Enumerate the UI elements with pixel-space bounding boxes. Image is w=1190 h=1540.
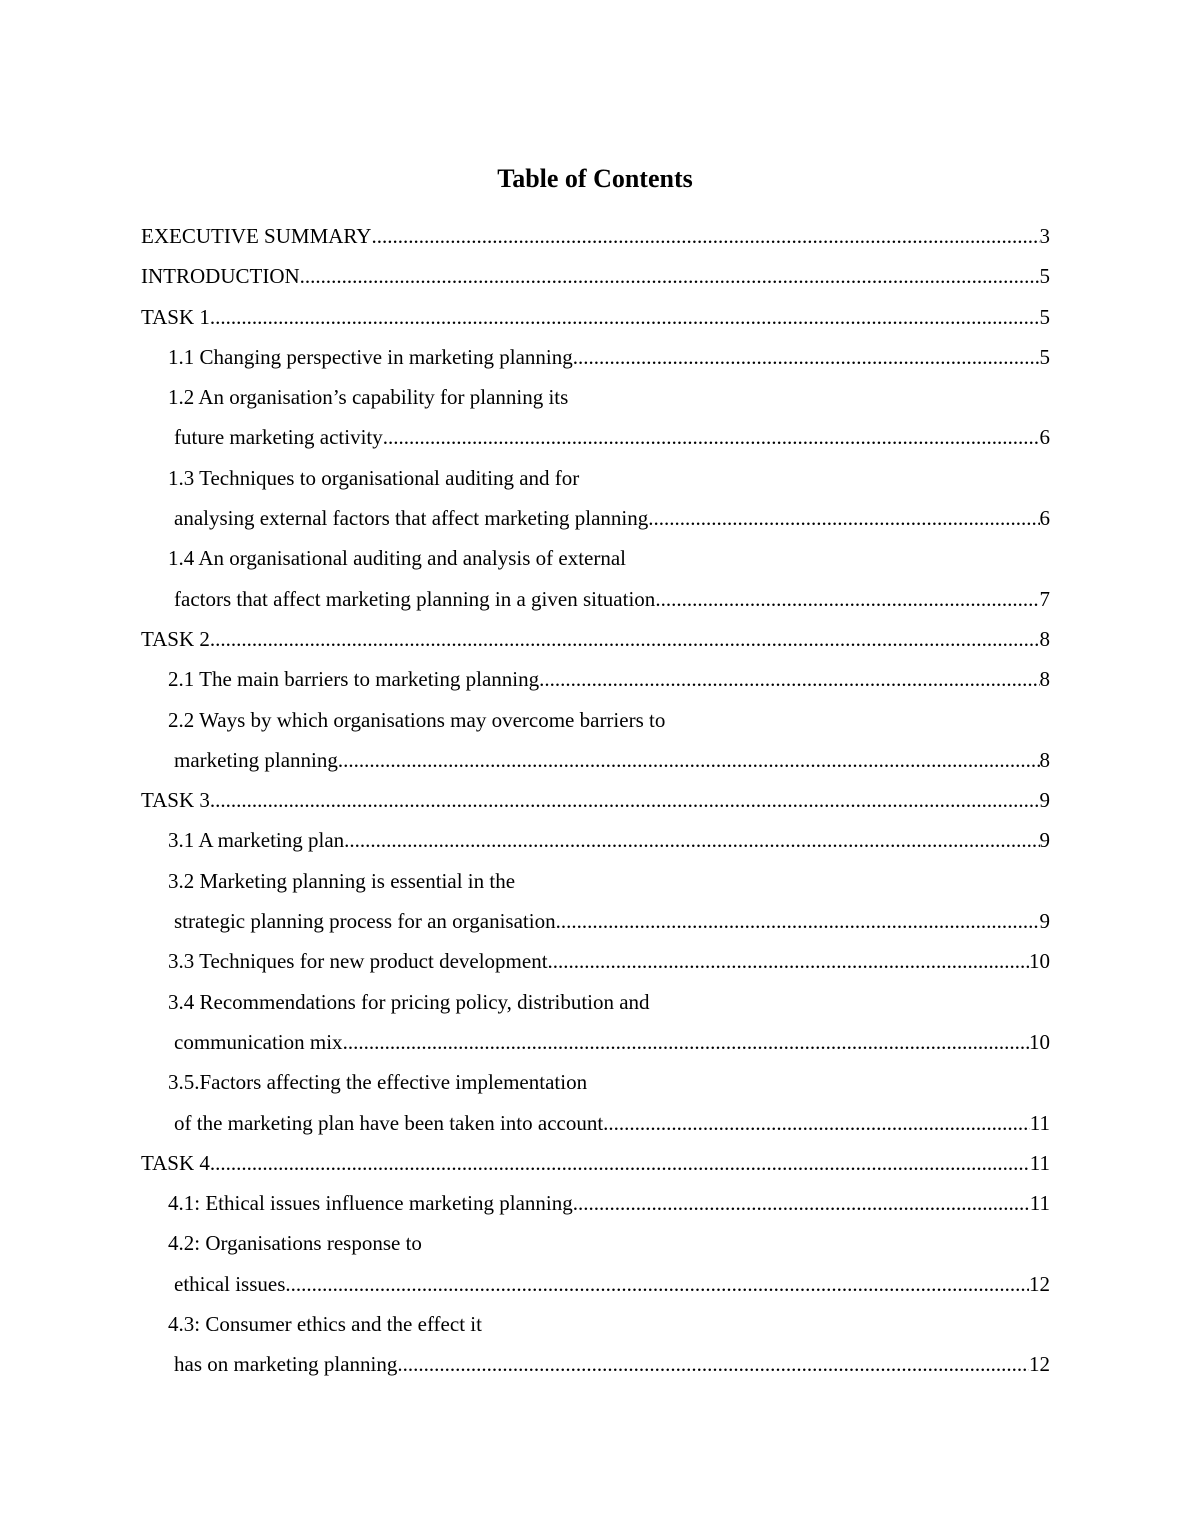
- toc-entry[interactable]: [141, 458, 1050, 498]
- toc-page-number: 12: [1029, 1271, 1050, 1296]
- toc-entry-text: TASK 2: [141, 626, 210, 651]
- toc-leader-dots: [556, 901, 1040, 941]
- toc-entry-text: 2.1 The main barriers to marketing planning: [168, 667, 540, 692]
- toc-leader-dots: [338, 740, 1040, 780]
- toc-page-number: 9: [1039, 909, 1050, 934]
- toc-entry[interactable]: [141, 982, 1050, 1022]
- toc-entry-text: 4.1: Ethical issues influence marketing planning: [168, 1191, 573, 1216]
- table-of-contents: [141, 216, 1050, 1385]
- toc-entry-text: 4.2: Organisations response to: [168, 1231, 422, 1256]
- page-title: Table of Contents: [497, 164, 693, 193]
- toc-leader-dots: [648, 498, 1039, 538]
- toc-leader-dots: [383, 417, 1040, 457]
- toc-leader-dots: [548, 941, 1029, 981]
- toc-leader-dots: [285, 1264, 1029, 1304]
- toc-entry-text: analysing external factors that affect marketing planning: [174, 506, 649, 531]
- toc-entry-text: 1.4 An organisational auditing and analysis of external: [168, 546, 627, 571]
- toc-entry[interactable]: [141, 780, 1050, 820]
- toc-entry-text: INTRODUCTION: [141, 264, 300, 289]
- toc-page-number: 6: [1039, 425, 1050, 450]
- toc-page-number: 11: [1029, 1110, 1050, 1135]
- toc-entry[interactable]: [141, 579, 1050, 619]
- toc-entry[interactable]: [141, 1264, 1050, 1304]
- toc-leader-dots: [397, 1344, 1029, 1384]
- toc-entry-text: 3.4 Recommendations for pricing policy, distribution and: [168, 989, 650, 1014]
- toc-entry-text: 3.3 Techniques for new product development: [168, 949, 548, 974]
- toc-leader-dots: [300, 256, 1040, 296]
- toc-entry-text: 3.2 Marketing planning is essential in the: [168, 868, 516, 893]
- toc-entry-text: EXECUTIVE SUMMARY: [141, 224, 372, 248]
- toc-entry[interactable]: [141, 337, 1050, 377]
- toc-page-number: 8: [1039, 667, 1050, 692]
- toc-page-number: 8: [1039, 626, 1050, 651]
- toc-entry[interactable]: [141, 820, 1050, 860]
- toc-entry[interactable]: [141, 1143, 1050, 1183]
- toc-leader-dots: [573, 337, 1040, 377]
- toc-entry[interactable]: [141, 216, 1050, 256]
- toc-entry-text: 3.1 A marketing plan: [168, 828, 345, 853]
- toc-page-number: 11: [1029, 1150, 1050, 1175]
- toc-page-number: 11: [1029, 1191, 1050, 1216]
- toc-page-number: 6: [1039, 506, 1050, 531]
- toc-page-number: 5: [1039, 304, 1050, 329]
- toc-page-number: 10: [1029, 1029, 1050, 1054]
- toc-entry[interactable]: [141, 901, 1050, 941]
- toc-leader-dots: [210, 619, 1040, 659]
- toc-entry-text: communication mix: [174, 1029, 343, 1054]
- toc-entry[interactable]: [141, 1062, 1050, 1102]
- toc-leader-dots: [210, 1143, 1030, 1183]
- toc-entry[interactable]: [141, 1344, 1050, 1384]
- toc-entry-text: TASK 3: [141, 788, 210, 813]
- toc-entry[interactable]: [141, 297, 1050, 337]
- toc-page-number: 3: [1039, 224, 1050, 248]
- toc-entry-text: 4.3: Consumer ethics and the effect it: [168, 1312, 482, 1337]
- toc-entry[interactable]: [141, 1103, 1050, 1143]
- toc-entry-text: 2.2 Ways by which organisations may overcome barriers to: [168, 707, 666, 732]
- toc-entry[interactable]: [141, 1304, 1050, 1344]
- toc-entry[interactable]: [141, 1022, 1050, 1062]
- toc-page-number: 10: [1029, 949, 1050, 974]
- toc-leader-dots: [539, 659, 1039, 699]
- toc-entry-text: has on marketing planning: [174, 1352, 398, 1377]
- toc-entry-text: strategic planning process for an organisation: [174, 909, 556, 934]
- toc-page-number: 8: [1039, 747, 1050, 772]
- toc-entry[interactable]: [141, 619, 1050, 659]
- toc-entry[interactable]: [141, 861, 1050, 901]
- toc-entry[interactable]: [141, 417, 1050, 457]
- toc-entry-text: ethical issues: [174, 1271, 286, 1296]
- toc-leader-dots: [210, 297, 1040, 337]
- toc-leader-dots: [210, 780, 1040, 820]
- toc-entry[interactable]: [141, 498, 1050, 538]
- toc-entry-text: TASK 1: [141, 304, 210, 329]
- toc-entry-text: factors that affect marketing planning in a given situation: [174, 586, 656, 611]
- toc-entry[interactable]: [141, 377, 1050, 417]
- toc-entry[interactable]: [141, 1183, 1050, 1223]
- toc-entry-text: 1.3 Techniques to organisational auditing and for: [168, 465, 580, 490]
- toc-leader-dots: [573, 1183, 1030, 1223]
- toc-page-number: 7: [1039, 586, 1050, 611]
- toc-entry[interactable]: [141, 659, 1050, 699]
- toc-entry-text: 1.1 Changing perspective in marketing planning: [168, 344, 573, 369]
- toc-page-number: 9: [1039, 788, 1050, 813]
- toc-leader-dots: [343, 1022, 1029, 1062]
- toc-page-number: 9: [1039, 828, 1050, 853]
- toc-page-number: 5: [1039, 344, 1050, 369]
- toc-leader-dots: [655, 579, 1039, 619]
- toc-entry[interactable]: [141, 538, 1050, 578]
- toc-entry[interactable]: [141, 700, 1050, 740]
- toc-entry[interactable]: [141, 941, 1050, 981]
- toc-entry[interactable]: [141, 256, 1050, 296]
- toc-entry-text: future marketing activity: [174, 425, 383, 450]
- toc-entry-text: 3.5.Factors affecting the effective implementation: [168, 1070, 588, 1095]
- toc-leader-dots: [371, 216, 1039, 256]
- toc-leader-dots: [603, 1103, 1030, 1143]
- toc-entry-text: TASK 4: [141, 1150, 210, 1175]
- toc-entry-text: 1.2 An organisation’s capability for planning its: [168, 385, 569, 410]
- toc-entry-text: of the marketing plan have been taken into account: [174, 1110, 604, 1135]
- toc-entry[interactable]: [141, 740, 1050, 780]
- toc-page-number: 5: [1039, 264, 1050, 289]
- toc-leader-dots: [344, 820, 1039, 860]
- toc-entry-text: marketing planning: [174, 747, 338, 772]
- toc-entry[interactable]: [141, 1223, 1050, 1263]
- toc-page-number: 12: [1029, 1352, 1050, 1377]
